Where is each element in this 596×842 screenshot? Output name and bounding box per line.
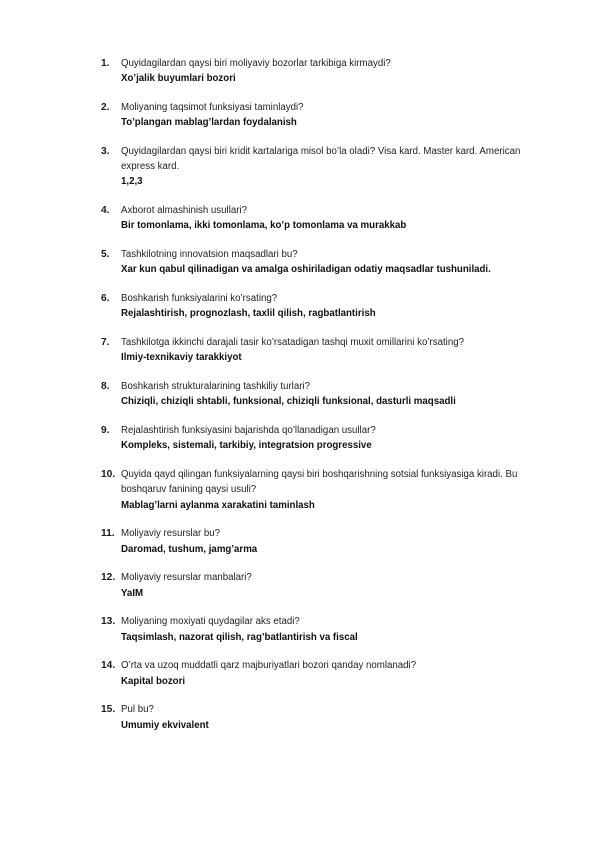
question-text: Tashkilotga ikkinchi darajali tasir ko’rsatadigan tashqi muxit omillarini ko’rsating? bbox=[121, 337, 464, 349]
answer-text: 1,2,3 bbox=[121, 176, 143, 188]
question-text: Rejalashtirish funksiyasini bajarishda qo’llanadigan usullar? bbox=[121, 425, 376, 437]
question-item bbox=[101, 247, 546, 277]
question-item bbox=[101, 335, 546, 365]
question-text: Quyidagilardan qaysi biri kridit kartalariga misol bo’la oladi? Visa kard. Master kard. American express kard. bbox=[121, 146, 521, 173]
question-text: Quyidagilardan qaysi biri moliyaviy bozorlar tarkibiga kirmaydi? bbox=[121, 58, 391, 69]
question-item bbox=[101, 658, 546, 688]
question-number: 7. bbox=[101, 337, 110, 349]
question-text: O’rta va uzoq muddatli qarz majburiyatlari bozori qanday nomlanadi? bbox=[121, 660, 417, 672]
question-number: 11. bbox=[101, 528, 115, 540]
answer-text: Rejalashtirish, prognozlash, taxlil qilish, ragbatlantirish bbox=[121, 308, 376, 320]
question-number: 3. bbox=[101, 146, 110, 157]
question-item bbox=[101, 526, 546, 556]
question-text: Boshkarish funksiyalarini ko’rsating? bbox=[121, 293, 278, 305]
answer-text: Mablag’larni aylanma xarakatini taminlash bbox=[121, 499, 315, 511]
question-number: 10. bbox=[101, 469, 116, 481]
question-item bbox=[101, 702, 546, 732]
question-item bbox=[101, 291, 546, 321]
question-item bbox=[101, 570, 546, 600]
question-number: 8. bbox=[101, 381, 110, 393]
question-list bbox=[101, 56, 546, 746]
answer-text: YaIM bbox=[121, 587, 144, 599]
question-text: Quyida qayd qilingan funksiyalarning qaysi biri boshqarishning sotsial funksiyasiga kiradi. Bu boshqaruv fanining qaysi usuli? bbox=[121, 469, 518, 496]
answer-text: Taqsimlash, nazorat qilish, rag’batlantirish va fiscal bbox=[121, 631, 358, 643]
answer-text: Kapital bozori bbox=[121, 675, 186, 687]
answer-text: Xar kun qabul qilinadigan va amalga oshiriladigan odatiy maqsadlar tushuniladi. bbox=[121, 264, 491, 276]
question-item bbox=[101, 423, 546, 453]
answer-text: Kompleks, sistemali, tarkibiy, integratsion progressive bbox=[121, 440, 372, 452]
question-text: Moliyaviy resurslar manbalari? bbox=[121, 572, 252, 584]
question-text: Moliyaning moxiyati quydagilar aks etadi? bbox=[121, 616, 300, 628]
question-text: Moliyaviy resurslar bu? bbox=[121, 528, 221, 540]
question-number: 5. bbox=[101, 249, 110, 261]
answer-text: To’plangan mablag’lardan foydalanish bbox=[121, 117, 297, 129]
question-item bbox=[101, 379, 546, 409]
answer-text: Bir tomonlama, ikki tomonlama, ko’p tomonlama va murakkab bbox=[121, 220, 407, 232]
question-text: Boshkarish strukturalarining tashkiliy turlari? bbox=[121, 381, 310, 393]
question-number: 2. bbox=[101, 102, 110, 113]
question-item bbox=[101, 614, 546, 644]
question-item bbox=[101, 467, 546, 513]
question-item bbox=[101, 100, 546, 130]
question-text: Moliyaning taqsimot funksiyasi taminlaydi? bbox=[121, 102, 304, 113]
question-item bbox=[101, 56, 546, 86]
question-text: Axborot almashinish usullari? bbox=[121, 205, 247, 217]
question-number: 4. bbox=[101, 205, 110, 217]
question-item bbox=[101, 144, 546, 190]
question-number: 15. bbox=[101, 704, 116, 716]
answer-text: Daromad, tushum, jamg’arma bbox=[121, 543, 258, 555]
question-number: 12. bbox=[101, 572, 116, 584]
answer-text: Xo’jalik buyumlari bozori bbox=[121, 73, 236, 85]
question-number: 14. bbox=[101, 660, 116, 672]
answer-text: Umumiy ekvivalent bbox=[121, 719, 209, 731]
question-item bbox=[101, 203, 546, 233]
question-number: 13. bbox=[101, 616, 116, 628]
answer-text: Ilmiy-texnikaviy tarakkiyot bbox=[121, 352, 242, 364]
question-number: 9. bbox=[101, 425, 110, 437]
answer-text: Chiziqli, chiziqli shtabli, funksional, chiziqli funksional, dasturli maqsadli bbox=[121, 396, 456, 408]
question-text: Pul bu? bbox=[121, 704, 154, 716]
question-number: 6. bbox=[101, 293, 110, 305]
question-text: Tashkilotning innovatsion maqsadlari bu? bbox=[121, 249, 298, 261]
question-number: 1. bbox=[101, 58, 110, 69]
